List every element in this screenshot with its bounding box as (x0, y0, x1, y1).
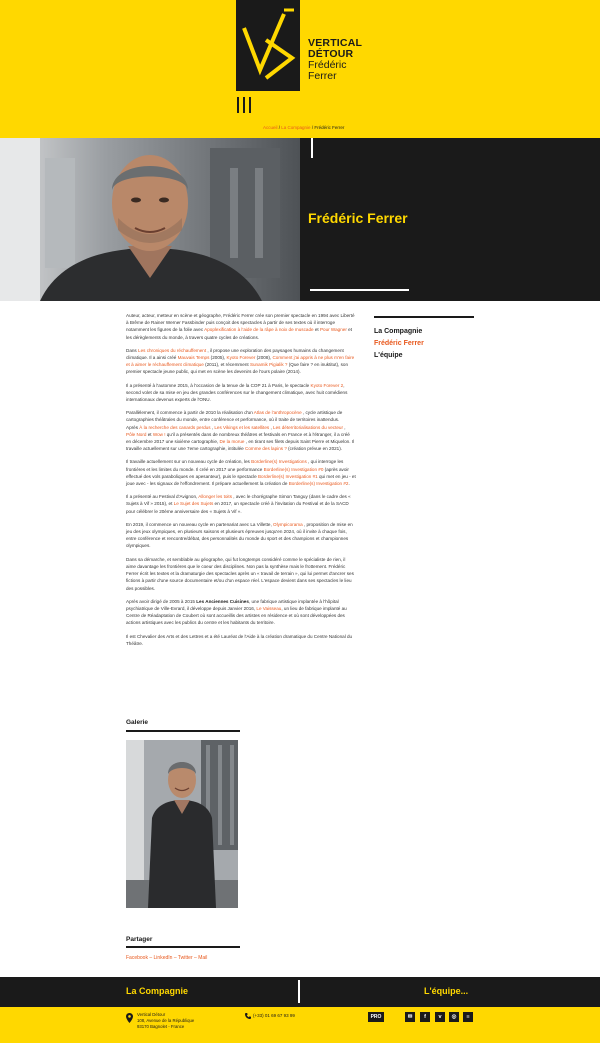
logo-name-line2: DÉTOUR (308, 48, 354, 60)
paragraph: Dans sa démarche, et semblable au géographe, qui fut longtemps considéré comme le spécialiste de rien, il aime davantage les frontières que le coeur des disciplines. Non pas la synthèse mais le frottement. Frédéric Ferrer écrit les textes et la dramaturgie des spectacles après un « travail de terrain », qui lui permet d'ancrer ses fictions à partir d'une source documentaire et/ou d'un espace réel. L'espace devient dans ses spectacles le lieu des possibles. (126, 556, 354, 591)
share-separator: – (147, 955, 154, 961)
footer-nav-bar (0, 977, 600, 1007)
work-link[interactable]: Atlas de l'anthropocène (253, 410, 302, 416)
map-pin-icon (126, 1013, 133, 1023)
work-link[interactable]: Borderline(s) Investigation #0 (263, 466, 324, 472)
facebook-icon[interactable]: f (420, 1012, 430, 1022)
section-nav-item-compagnie[interactable]: La Compagnie (374, 328, 423, 335)
work-link[interactable]: Mauvais Temps (177, 355, 210, 361)
page-title: Frédéric Ferrer (308, 210, 408, 226)
section-nav-item-equipe[interactable]: L'équipe (374, 352, 403, 359)
share-separator: – (192, 955, 199, 961)
paragraph: Dans Les chroniques du réchauffement , il propose une exploration des paysages humains du changement climatique. Il a ainsi créé Mauvais Temps (2005), Kyoto Forever (2008), Comment j'ai appris à ne plus m'en faire et à aimer le réchauffement climatique (2011), et récemment Sunamik Pigialik ? (Que faire ? en inuktitut), son premier spectacle jeune public, qui met en scène les devenirs de l'ours polaire (2014). (126, 347, 355, 375)
logo-text[interactable] (308, 38, 362, 82)
footer-next-link[interactable]: L'équipe... (424, 986, 469, 996)
share-links (126, 955, 207, 961)
share-linkedin-link[interactable]: LinkedIn (153, 955, 173, 961)
logo-mark[interactable] (236, 0, 300, 91)
paragraph: Parallèlement, il commence à partir de 2010 la réalisation d'un Atlas de l'anthropocène , cycle artistique de cartographies théâtrales du monde, entre conférence et performance, où il traite de territoires inattendus. Après À la recherche des canards perdus , Les Vikings et les satellites , Les déterritorialisations du vecteur , Pôle Nord et Wow ! qu'il a présentés dans de nombreux théâtres et festivals en France et à l'étranger, il a créé en décembre 2017 une sixième cartographie, De la morue , en tirant ses filets depuis Saint Pierre et Miquelon. Il travaille actuellement sur une 7eme cartographie, intitulée Comme des lapins ? (création prévue en 2021). (126, 410, 355, 452)
breadcrumb (263, 125, 344, 130)
work-link[interactable]: Kyoto Forever (226, 355, 256, 361)
share-twitter-link[interactable]: Twitter (177, 955, 193, 961)
footer-phone[interactable]: (+33) 01 69 67 93 99 (253, 1013, 295, 1018)
work-link[interactable]: À la recherche des canards perdus (139, 424, 211, 430)
logo-bars-icon (237, 97, 267, 113)
work-link[interactable]: Allonger les toits (198, 494, 233, 500)
work-link[interactable]: Comme des lapins ? (245, 446, 287, 452)
work-link[interactable]: Kyoto Forever 2 (310, 382, 344, 388)
work-link[interactable]: Les Vikings et les satellites (214, 424, 270, 430)
pro-button[interactable]: PRO (368, 1012, 384, 1022)
footer-prev-link[interactable]: La Compagnie (126, 986, 189, 996)
logo-icon (236, 0, 300, 91)
paragraph: Il travaille actuellement sur un nouveau cycle de création, les Borderline(s) Investigations , qui interroge les frontières et les limites du monde. Il créé en 2017 une performance Borderline(s) Investigation #0 (après avoir effectué des vols paraboliques en apesanteur), puis le spectacle Borderline(s) Investigation #1 qui met en jeu - et joue avec - les signaux de l'effondrement. Il prépare actuellement la création de Borderline(s) Investigation #2. (126, 459, 356, 487)
work-link[interactable]: Pour Wagner (319, 327, 347, 333)
work-link[interactable]: Wow ! (152, 431, 166, 437)
breadcrumb-current: Frédéric Ferrer (314, 125, 345, 130)
footer-divider (298, 980, 300, 1003)
address-line2: 93170 Bagnolet - France (137, 1024, 185, 1029)
work-link[interactable]: Borderline(s) Investigations (251, 459, 307, 465)
work-link[interactable]: Borderline(s) Investigation #2 (288, 481, 349, 487)
paragraph: En 2019, il commence un nouveau cycle en partenariat avec La Villette, Olympicorama , proposition de mise en jeu des jeux olympiques, en plusieurs saisons et plusieurs épreuves jusqu'en 2024, où il invite à chaque fois, entre conférence et rencontre/débat, des personnalités du monde du sport et des champions et championnes olympiques. (126, 521, 353, 549)
site-footer (0, 1007, 600, 1043)
venue-name: Les Anciennes Cuisines (196, 598, 249, 604)
site-header (0, 0, 600, 138)
logo-name-line1: VERTICAL (308, 37, 363, 49)
work-link[interactable]: Borderline(s) Investigation #1 (257, 473, 318, 479)
mail-icon[interactable]: ✉ (405, 1012, 415, 1022)
work-link[interactable]: Comment j'ai appris à ne plus m'en faire et à aimer le réchauffement climatique (126, 355, 355, 368)
hero-underline (310, 289, 409, 291)
gallery-rule (126, 730, 240, 732)
breadcrumb-separator: / (277, 125, 282, 130)
biography-article (126, 312, 356, 653)
rss-icon[interactable]: ≡ (463, 1012, 473, 1022)
instagram-icon[interactable]: ◎ (449, 1012, 459, 1022)
section-nav (374, 316, 474, 362)
work-link[interactable]: Pôle Nord (126, 431, 147, 437)
logo-person-first: Frédéric (308, 59, 347, 71)
work-link[interactable]: De la morue (219, 439, 245, 445)
hero-accent-line (311, 138, 313, 158)
vimeo-icon[interactable]: v (435, 1012, 445, 1022)
hero-banner (0, 138, 600, 301)
breadcrumb-section[interactable]: La Compagnie (281, 125, 311, 130)
breadcrumb-home[interactable]: Accueil (263, 125, 278, 130)
share-facebook-link[interactable]: Facebook (126, 955, 148, 961)
work-link[interactable]: Apoplexification à l'aide de la râpe à noix de muscade (204, 327, 314, 333)
gallery-heading: Galerie (126, 719, 149, 726)
address-name: Vertical Détour (137, 1012, 166, 1017)
address-line1: 108, Avenue de la République (137, 1018, 195, 1023)
share-rule (126, 946, 240, 948)
work-link[interactable]: Le Sujet des Sujets (173, 501, 214, 507)
section-nav-rule (374, 316, 474, 318)
logo-person-last: Ferrer (308, 70, 337, 82)
work-link[interactable]: Sunamik Pigialik ? (249, 362, 288, 368)
share-mail-link[interactable]: Mail (198, 955, 208, 961)
paragraph: Auteur, acteur, metteur en scène et géographe, Frédéric Ferrer crée son premier spectacle en 1994 avec Liberté à Brême de Rainer Werner Fassbinder puis conçoit des spectacles à partir de ses textes où il interroge notamment les figures de la folie avec Apoplexification à l'aide de la râpe à noix de muscade et Pour Wagner et les dérèglements du monde, à travers quatre cycles de créations. (126, 313, 355, 340)
paragraph: Il a présenté à l'automne 2015, à l'occasion de la tenue de la COP 21 à Paris, le spectacle Kyoto Forever 2, second volet de sa mise en jeu des grandes conférences sur le changement climatique, avec huit comédiens internationaux devenus experts de l'ONU. (126, 382, 348, 403)
footer-address (137, 1012, 194, 1030)
hero-portrait-photo (0, 138, 300, 301)
share-separator: – (172, 955, 178, 961)
phone-icon (245, 1013, 251, 1019)
section-nav-item-frederic-ferrer[interactable]: Frédéric Ferrer (374, 340, 424, 347)
work-link[interactable]: Les déterritorialisations du vecteur (273, 424, 344, 430)
venue-link[interactable]: Le Vaisseau (256, 605, 282, 611)
breadcrumb-separator: / (310, 125, 315, 130)
gallery-photo[interactable] (126, 740, 238, 908)
paragraph: Après avoir dirigé de 2005 à 2015 Les Anciennes Cuisines, une fabrique artistique implantée à l'hôpital psychiatrique de Ville-Evrard, il développe depuis Janvier 2016, Le Vaisseau, un lieu de fabrique implanté au Centre de Réadaptation de Coubert où sont accueillis des artistes en résidence et où sont développées des actions artistiques avec les publics du centre et les habitants du territoire. (126, 598, 347, 626)
paragraph: Il a présenté au Festival d'Avignon, Allonger les toits , avec le chorégraphe Simon Tanguy (dans le cadre des « Sujets à Vif » 2015), et Le Sujet des Sujets en 2017, un spectacle créé à l'invitation du Festival et de la SACD pour célébrer le 20ème anniversaire des « Sujets à Vif ». (126, 494, 351, 514)
paragraph: Il est Chevalier des Arts et des Lettres et a été Lauréat de l'Aide à la création dramatique du Centre National du Théâtre. (126, 633, 353, 646)
share-heading: Partager (126, 936, 153, 943)
work-link[interactable]: Les chroniques du réchauffement (138, 347, 207, 353)
work-link[interactable]: Olympicorama (273, 521, 303, 527)
